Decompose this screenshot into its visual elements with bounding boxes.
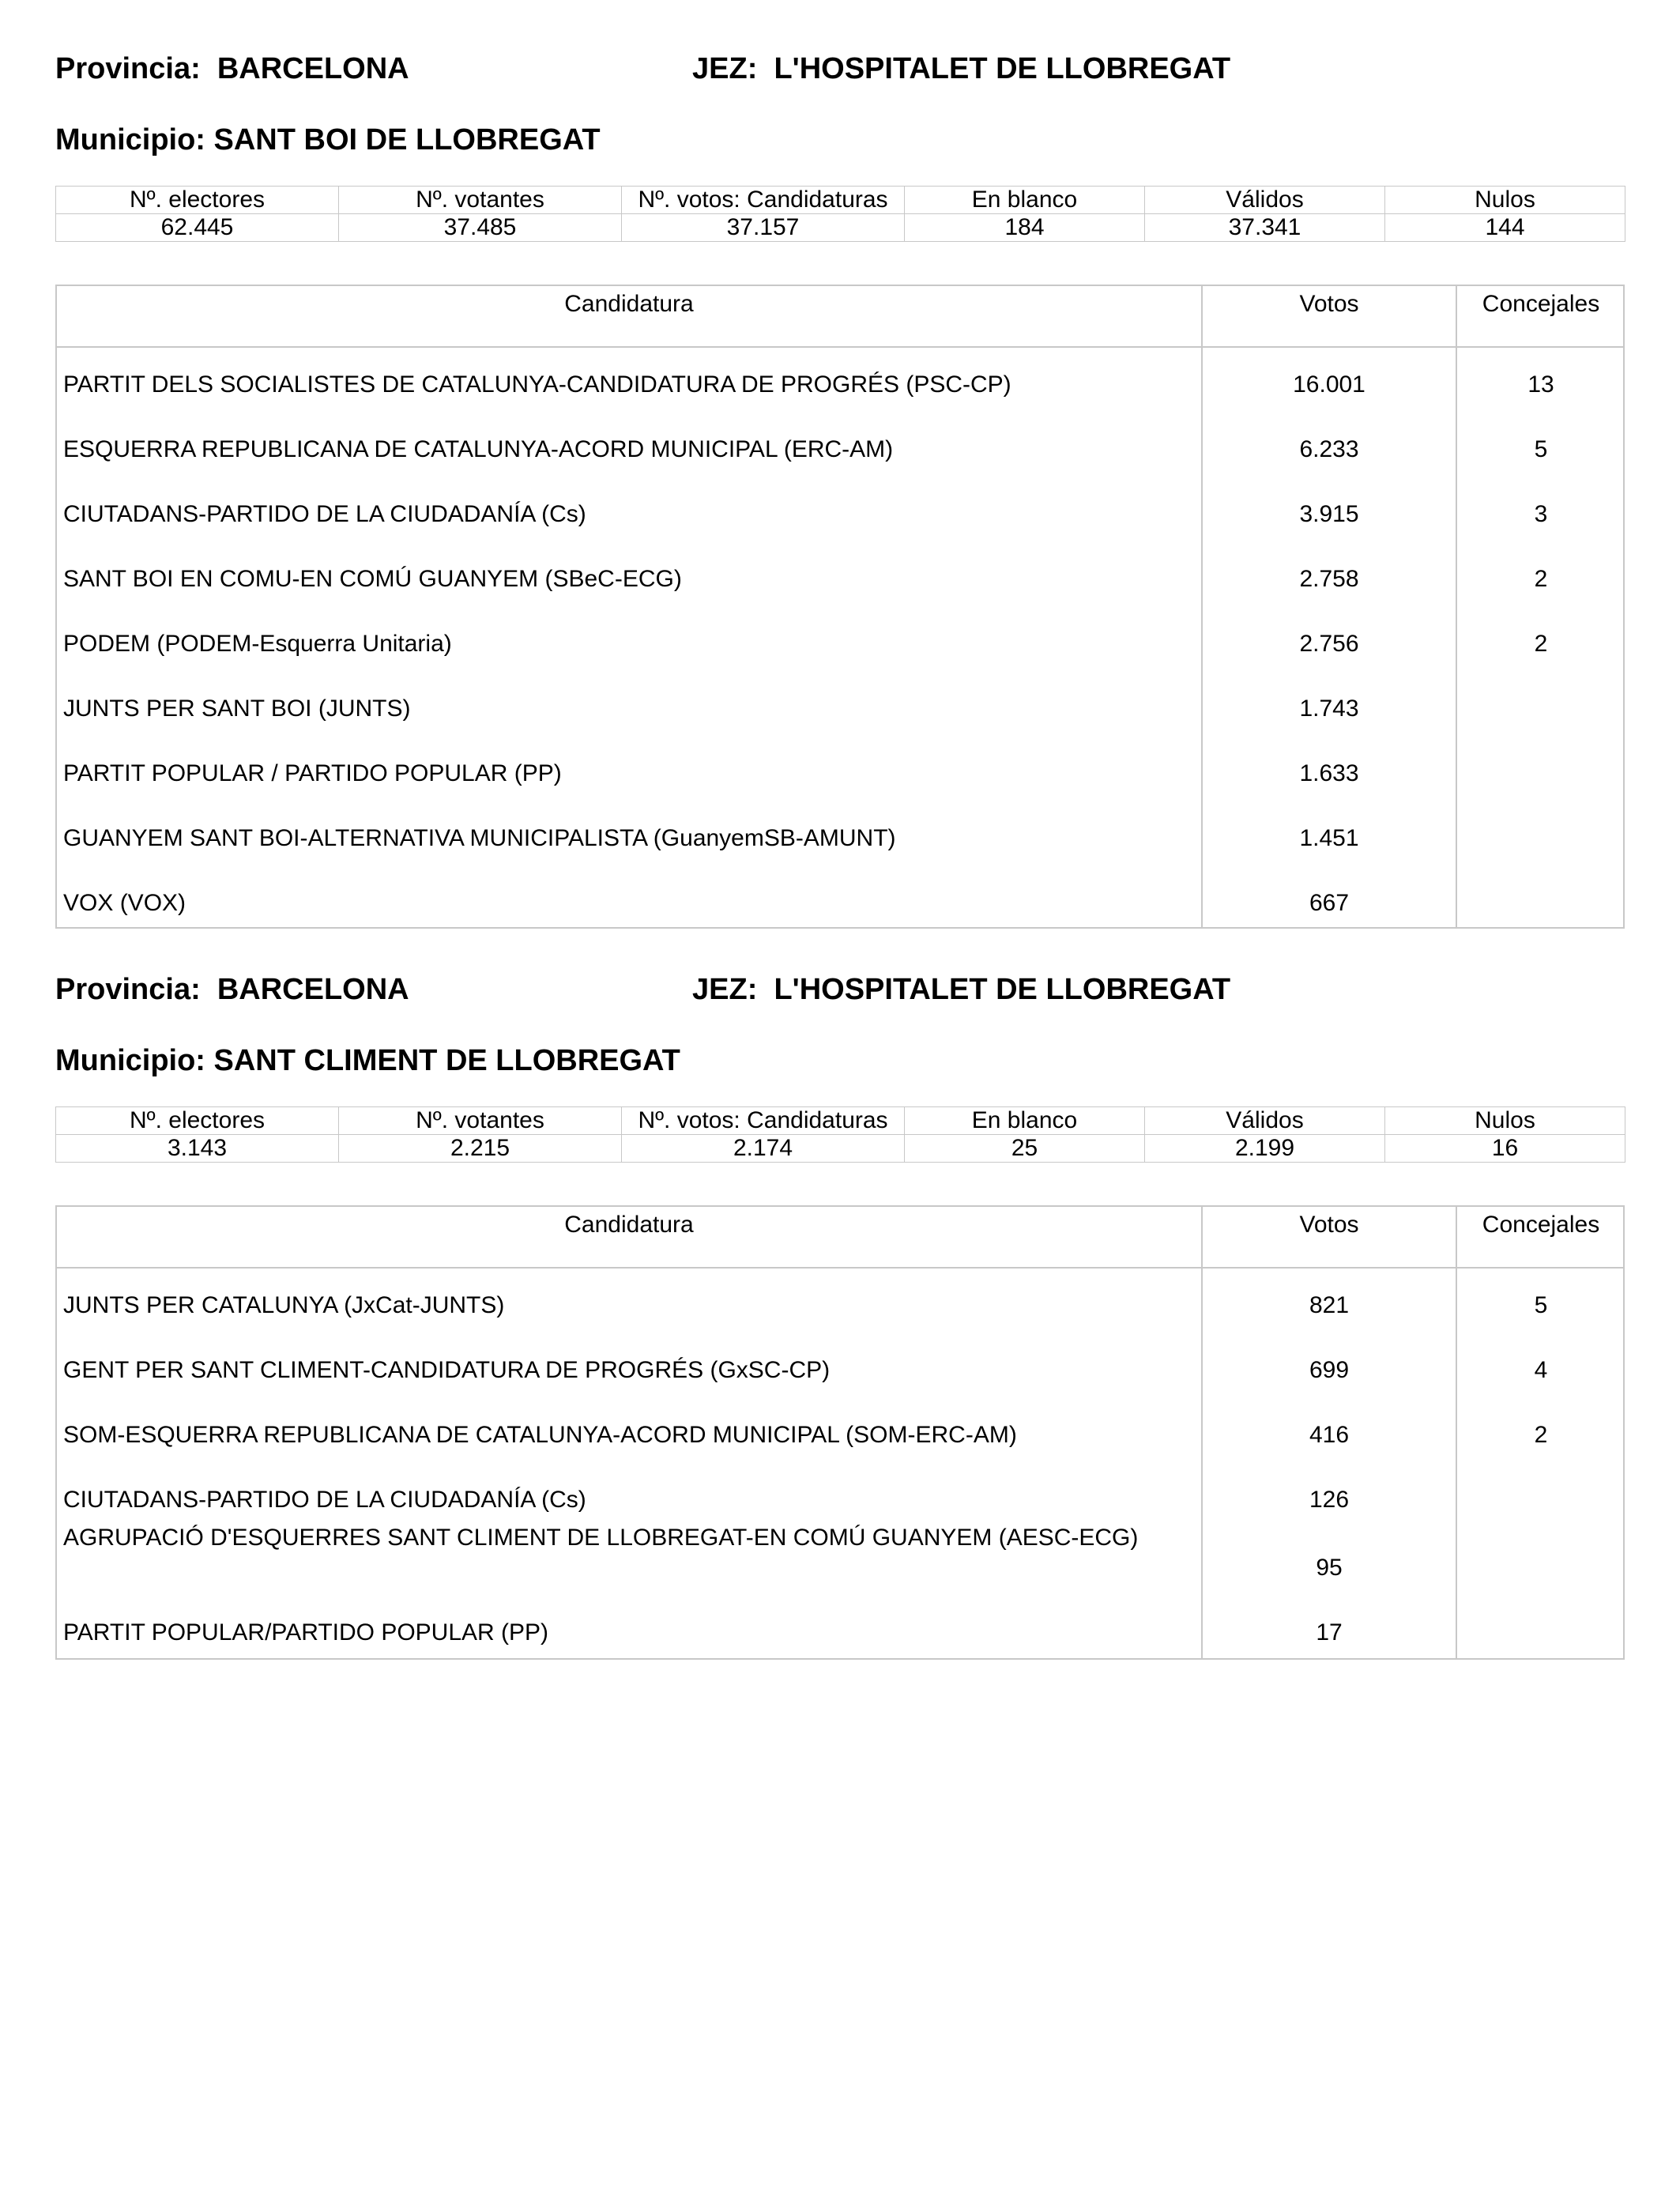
summary-value-row — [56, 1135, 1625, 1163]
party-seats: 5 — [1534, 436, 1548, 462]
votos-header: Votos — [1299, 1212, 1359, 1238]
summary-value-cell: 16 — [1385, 1135, 1625, 1163]
party-name: PARTIT POPULAR/PARTIDO POPULAR (PP) — [63, 1619, 549, 1646]
candidatura-header: Candidatura — [564, 291, 694, 317]
summary-header-cell: Válidos — [1145, 1107, 1385, 1135]
summary-header-cell: Nº. votantes — [339, 1107, 622, 1135]
summary-table — [55, 1106, 1625, 1163]
summary-value-cell: 2.215 — [339, 1135, 622, 1163]
party-seats: 5 — [1534, 1292, 1548, 1318]
party-votes: 2.758 — [1299, 566, 1359, 592]
summary-value-row — [56, 214, 1625, 242]
summary-header-row — [56, 1107, 1625, 1135]
party-name: VOX (VOX) — [63, 890, 186, 916]
party-name: CIUTADANS-PARTIDO DE LA CIUDADANÍA (Cs) — [63, 501, 586, 527]
party-votes: 3.915 — [1299, 501, 1359, 527]
party-votes: 1.633 — [1299, 760, 1359, 786]
party-name: SANT BOI EN COMU-EN COMÚ GUANYEM (SBeC-ECG) — [63, 566, 682, 592]
party-votes: 821 — [1309, 1292, 1350, 1318]
party-name: PODEM (PODEM-Esquerra Unitaria) — [63, 631, 452, 657]
party-votes: 2.756 — [1299, 631, 1359, 657]
party-name: GENT PER SANT CLIMENT-CANDIDATURA DE PROGRÉS (GxSC-CP) — [63, 1357, 831, 1383]
summary-value-cell: 2.199 — [1145, 1135, 1385, 1163]
jez-label: JEZ: L'HOSPITALET DE LLOBREGAT — [692, 52, 1231, 85]
party-votes: 126 — [1309, 1487, 1350, 1513]
summary-value-cell: 37.341 — [1145, 214, 1385, 242]
summary-header-cell: Nº. electores — [56, 1107, 339, 1135]
party-seats: 4 — [1534, 1357, 1548, 1383]
summary-header-row — [56, 187, 1625, 214]
summary-value-cell: 25 — [905, 1135, 1145, 1163]
summary-table — [55, 186, 1625, 242]
party-seats: 2 — [1534, 1422, 1548, 1448]
results-header-row — [57, 1207, 1623, 1269]
summary-header-cell: Válidos — [1145, 187, 1385, 214]
summary-value-cell: 2.174 — [622, 1135, 905, 1163]
votos-header: Votos — [1299, 291, 1359, 317]
summary-value-cell: 62.445 — [56, 214, 339, 242]
summary-header-cell: En blanco — [905, 1107, 1145, 1135]
provincia-label: Provincia: BARCELONA — [55, 52, 409, 85]
party-votes: 17 — [1316, 1619, 1343, 1646]
party-name: PARTIT POPULAR / PARTIDO POPULAR (PP) — [63, 760, 562, 786]
summary-header-cell: Nº. votos: Candidaturas — [622, 187, 905, 214]
summary-value-cell: 184 — [905, 214, 1145, 242]
party-votes: 416 — [1309, 1422, 1350, 1448]
party-seats: 13 — [1527, 371, 1554, 398]
party-votes: 667 — [1309, 890, 1350, 916]
party-name: JUNTS PER SANT BOI (JUNTS) — [63, 696, 411, 722]
summary-header-cell: Nº. votantes — [339, 187, 622, 214]
party-name: ESQUERRA REPUBLICANA DE CATALUNYA-ACORD MUNICIPAL (ERC-AM) — [63, 436, 894, 462]
party-seats: 2 — [1534, 631, 1548, 657]
jez-label: JEZ: L'HOSPITALET DE LLOBREGAT — [692, 973, 1231, 1006]
party-name: PARTIT DELS SOCIALISTES DE CATALUNYA-CANDIDATURA DE PROGRÉS (PSC-CP) — [63, 371, 1011, 398]
summary-header-cell: Nulos — [1385, 187, 1625, 214]
summary-header-cell: En blanco — [905, 187, 1145, 214]
summary-value-cell: 37.157 — [622, 214, 905, 242]
candidatura-header: Candidatura — [564, 1212, 694, 1238]
summary-value-cell: 144 — [1385, 214, 1625, 242]
concejales-header: Concejales — [1482, 291, 1600, 317]
party-name: CIUTADANS-PARTIDO DE LA CIUDADANÍA (Cs) — [63, 1487, 586, 1513]
provincia-label: Provincia: BARCELONA — [55, 973, 409, 1006]
results-header-row — [57, 286, 1623, 348]
party-name: AGRUPACIÓ D'ESQUERRES SANT CLIMENT DE LLOBREGAT-EN COMÚ GUANYEM (AESC-ECG) — [63, 1525, 1139, 1551]
summary-value-cell: 37.485 — [339, 214, 622, 242]
party-votes: 16.001 — [1293, 371, 1365, 398]
party-name: GUANYEM SANT BOI-ALTERNATIVA MUNICIPALISTA (GuanyemSB-AMUNT) — [63, 825, 896, 851]
party-votes: 699 — [1309, 1357, 1350, 1383]
results-table — [55, 285, 1625, 929]
summary-header-cell: Nº. votos: Candidaturas — [622, 1107, 905, 1135]
concejales-header: Concejales — [1482, 1212, 1600, 1238]
party-votes: 1.743 — [1299, 696, 1359, 722]
party-votes: 1.451 — [1299, 825, 1359, 851]
party-votes: 6.233 — [1299, 436, 1359, 462]
summary-value-cell: 3.143 — [56, 1135, 339, 1163]
party-name: JUNTS PER CATALUNYA (JxCat-JUNTS) — [63, 1292, 505, 1318]
results-table — [55, 1205, 1625, 1660]
summary-header-cell: Nº. electores — [56, 187, 339, 214]
summary-header-cell: Nulos — [1385, 1107, 1625, 1135]
party-seats: 2 — [1534, 566, 1548, 592]
municipio-label: Municipio: SANT BOI DE LLOBREGAT — [55, 123, 601, 156]
party-seats: 3 — [1534, 501, 1548, 527]
municipio-label: Municipio: SANT CLIMENT DE LLOBREGAT — [55, 1044, 680, 1077]
party-votes: 95 — [1316, 1555, 1343, 1581]
party-name: SOM-ESQUERRA REPUBLICANA DE CATALUNYA-ACORD MUNICIPAL (SOM-ERC-AM) — [63, 1422, 1017, 1448]
